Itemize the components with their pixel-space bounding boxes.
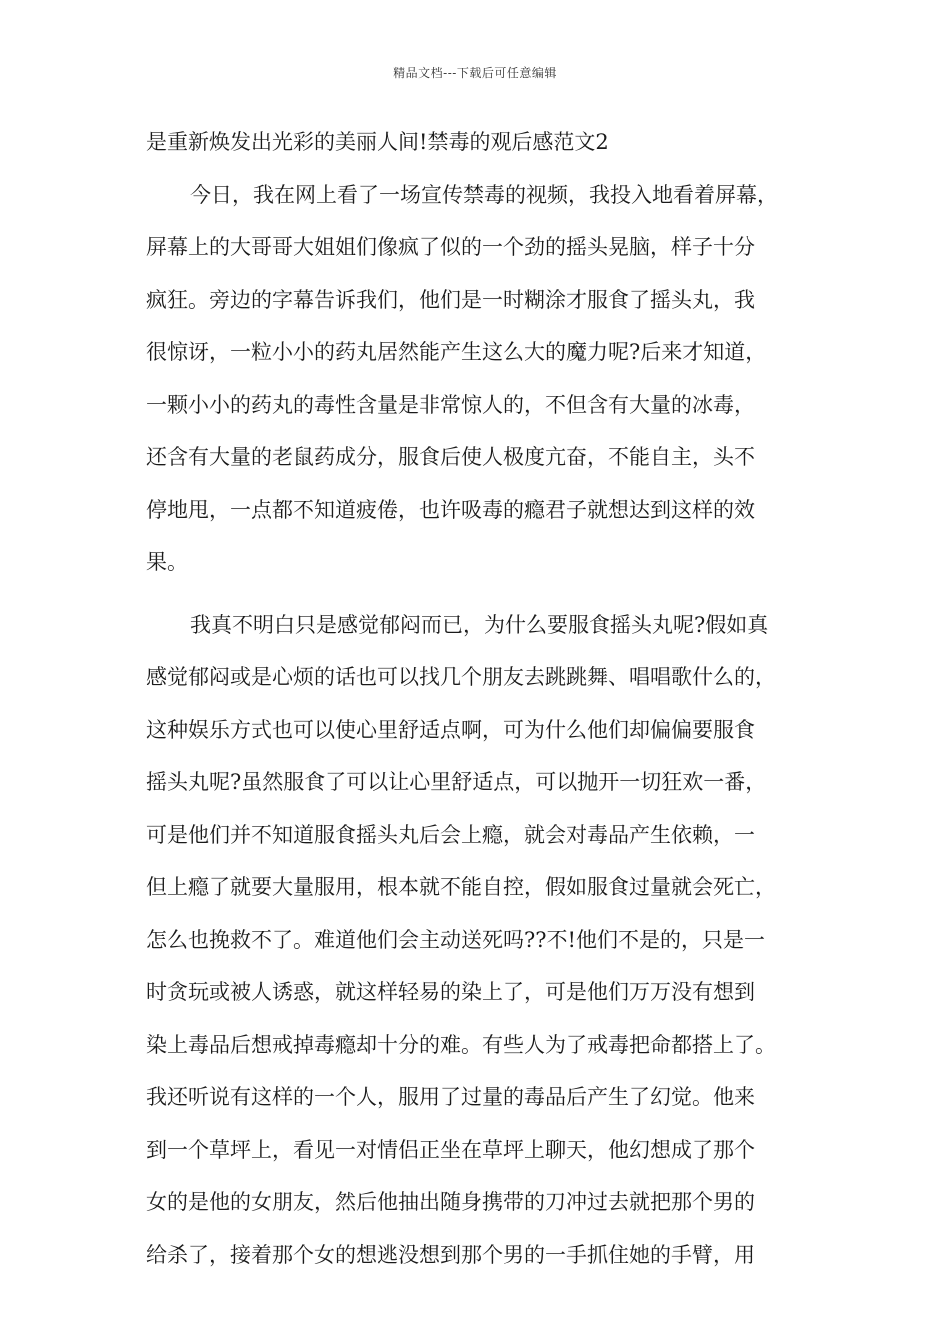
text-line: 屏幕上的大哥哥大姐姐们像疯了似的一个劲的摇头晃脑，样子十分 (146, 235, 755, 259)
text-line: 果。 (146, 550, 188, 574)
text-line: 这种娱乐方式也可以使心里舒适点啊，可为什么他们却偏偏要服食 (146, 717, 755, 742)
text-line: 停地甩，一点都不知道疲倦，也许吸毒的瘾君子就想达到这样的效 (146, 497, 755, 522)
text-line: 但上瘾了就要大量服用，根本就不能自控，假如服食过量就会死亡， (146, 875, 776, 899)
text-line: 给杀了，接着那个女的想逃没想到那个男的一手抓住她的手臂，用 (146, 1242, 755, 1267)
text-line: 感觉郁闷或是心烦的话也可以找几个朋友去跳跳舞、唱唱歌什么的， (146, 665, 776, 689)
page-header: 精品文档---下载后可任意编辑 (393, 66, 557, 80)
text-line: 我真不明白只是感觉郁闷而已，为什么要服食摇头丸呢?假如真 (190, 612, 769, 637)
text-line: 怎么也挽救不了。难道他们会主动送死吗??不!他们不是的，只是一 (146, 927, 765, 952)
text-line: 摇头丸呢?虽然服食了可以让心里舒适点，可以抛开一切狂欢一番， (146, 770, 767, 794)
text-line: 我还听说有这样的一个人，服用了过量的毒品后产生了幻觉。他来 (146, 1085, 755, 1109)
text-line: 疯狂。旁边的字幕告诉我们，他们是一时糊涂才服食了摇头丸，我 (146, 287, 755, 312)
document-body (146, 126, 816, 1291)
text-line: 很惊讶，一粒小小的药丸居然能产生这么大的魔力呢?后来才知道， (146, 340, 767, 364)
text-line: 染上毒品后想戒掉毒瘾却十分的难。有些人为了戒毒把命都搭上了。 (146, 1032, 776, 1057)
text-line: 是重新焕发出光彩的美丽人间!禁毒的观后感范文2 (146, 130, 609, 154)
text-line: 一颗小小的药丸的毒性含量是非常惊人的，不但含有大量的冰毒， (146, 392, 755, 417)
text-line: 今日，我在网上看了一场宣传禁毒的视频，我投入地看着屏幕， (190, 182, 778, 207)
text-line: 可是他们并不知道服食摇头丸后会上瘾，就会对毒品产生依赖，一 (146, 822, 755, 847)
paragraph-gap (146, 599, 816, 609)
text-line: 女的是他的女朋友，然后他抽出随身携带的刀冲过去就把那个男的 (146, 1190, 755, 1214)
text-line: 还含有大量的老鼠药成分，服食后使人极度亢奋，不能自主，头不 (146, 445, 755, 469)
text-line: 到一个草坪上，看见一对情侣正坐在草坪上聊天，他幻想成了那个 (146, 1137, 755, 1162)
text-line: 时贪玩或被人诱惑，就这样轻易的染上了，可是他们万万没有想到 (146, 980, 755, 1004)
